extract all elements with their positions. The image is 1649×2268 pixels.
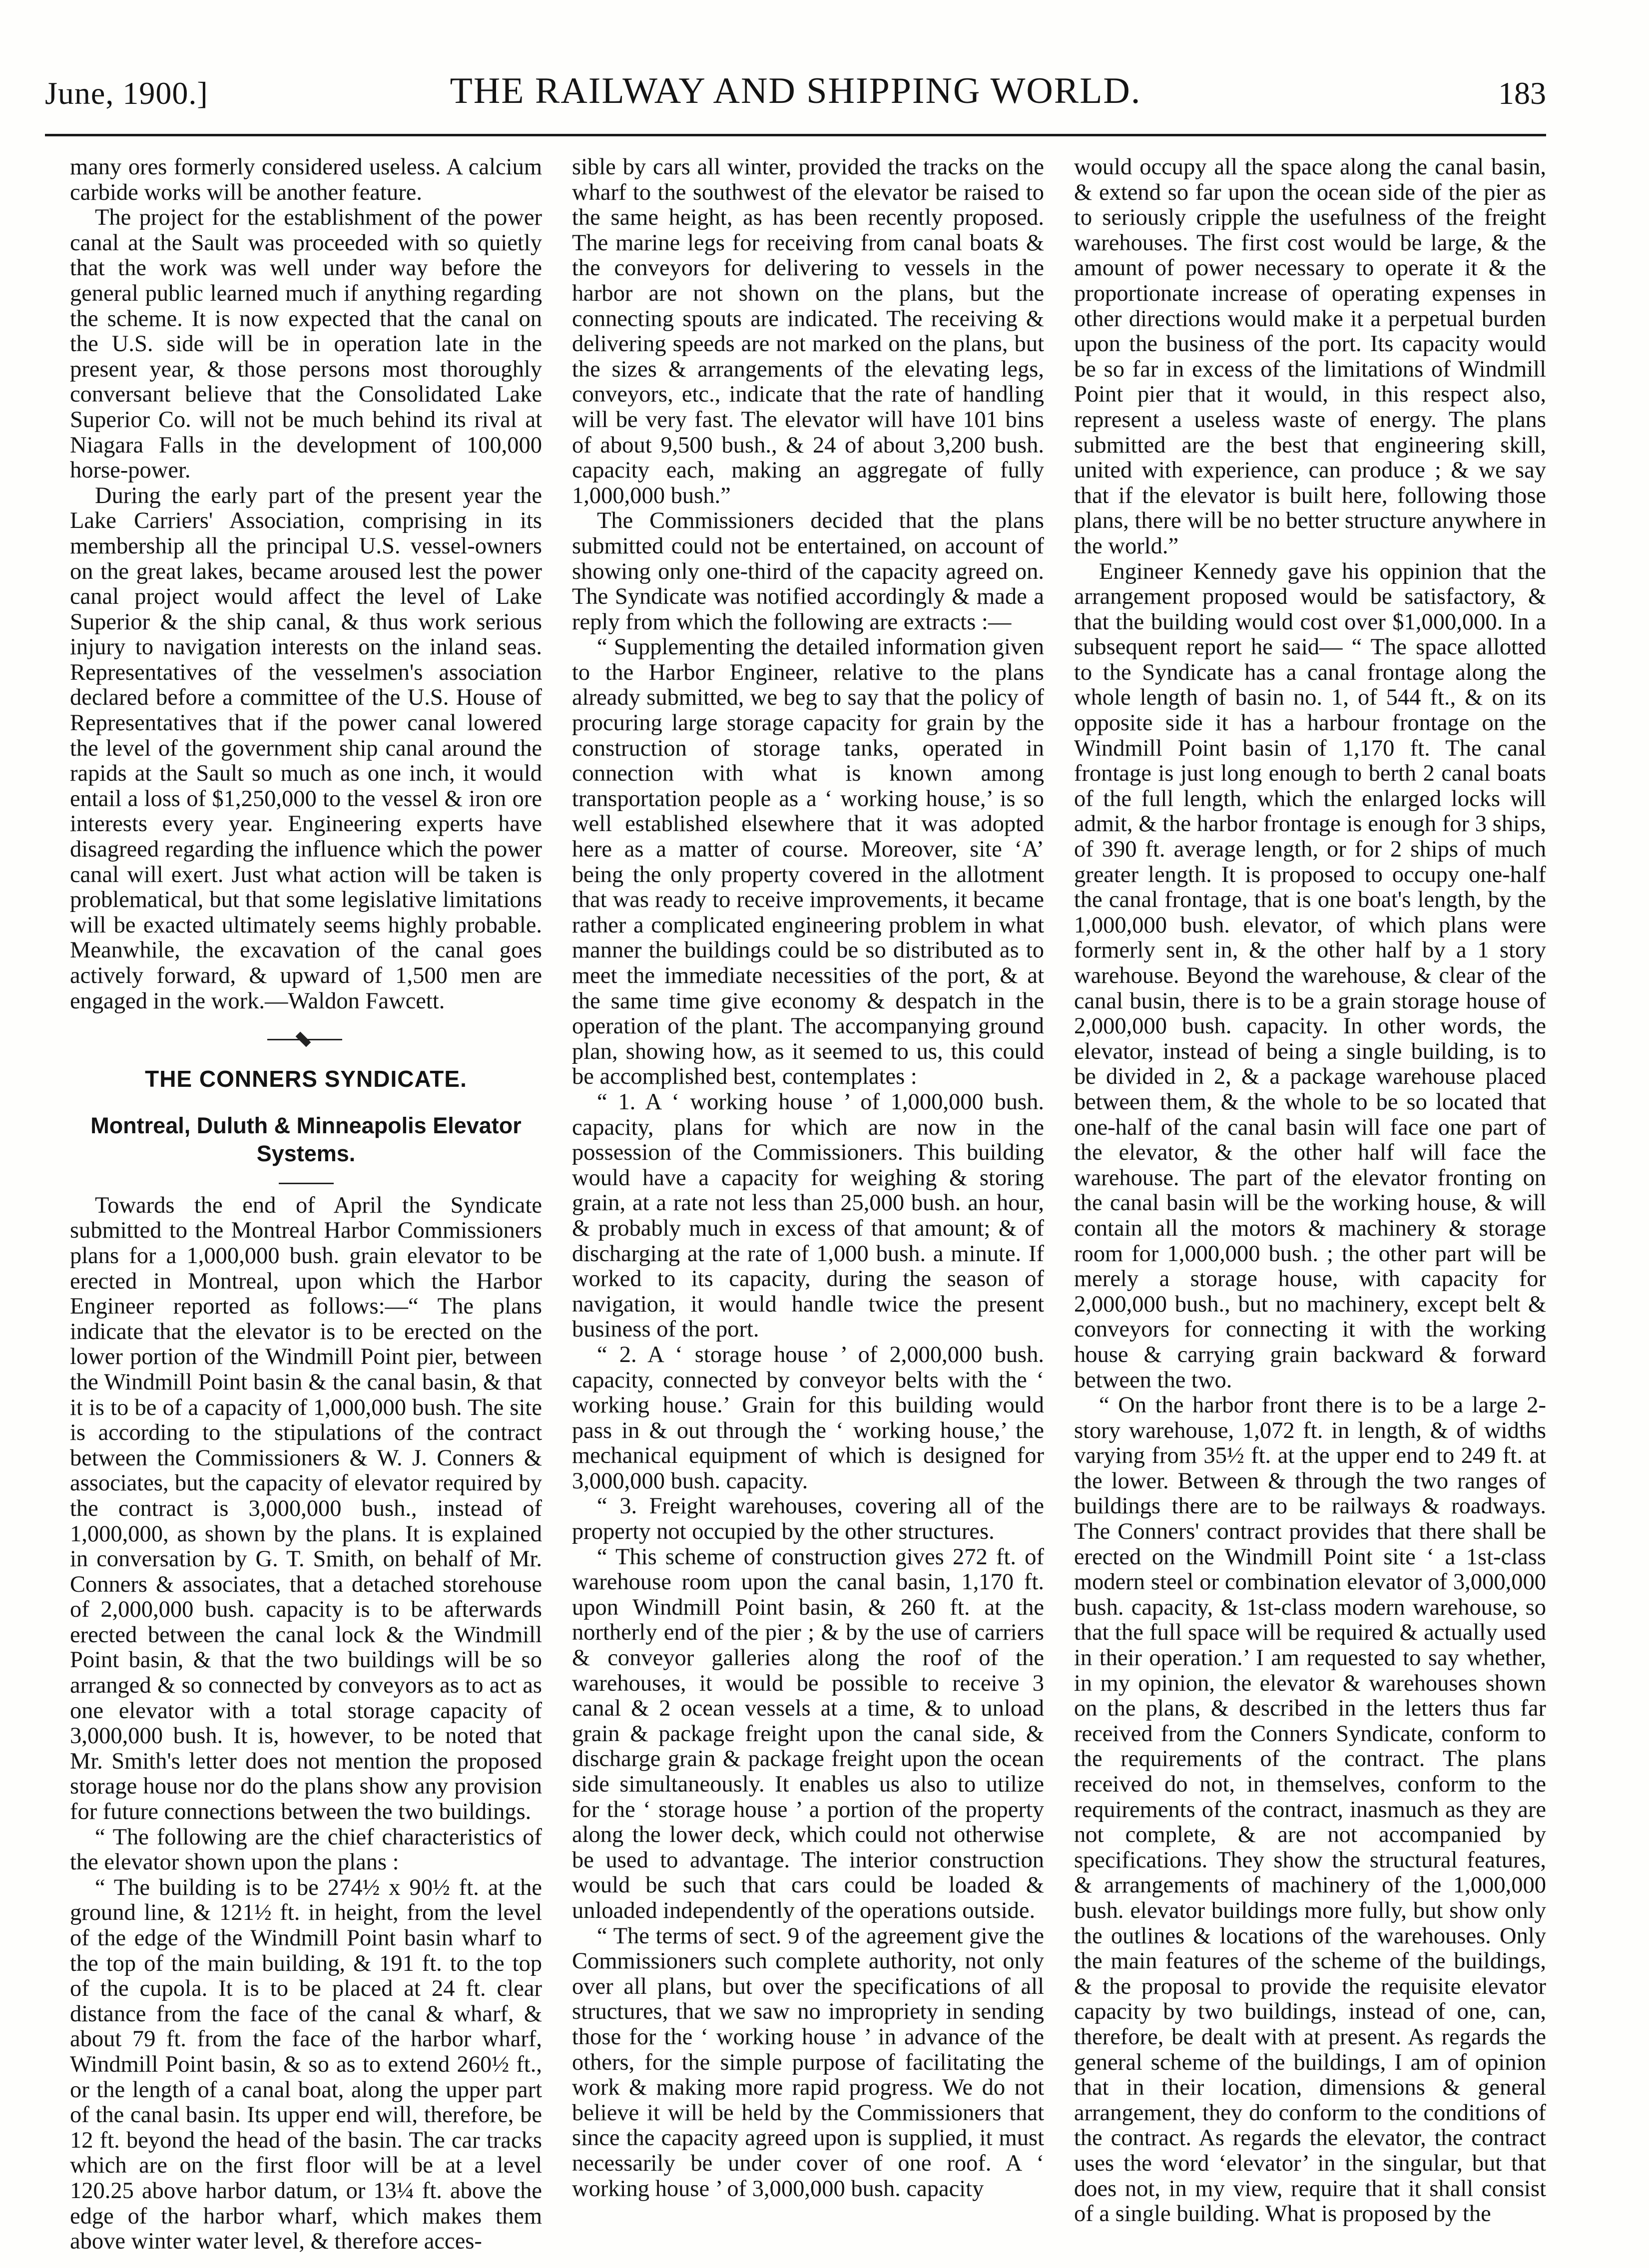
header-rule bbox=[45, 134, 1546, 136]
section-separator bbox=[70, 1014, 542, 1064]
column-2 bbox=[572, 155, 1044, 2202]
paragraph: “ 1. A ‘ working house ’ of 1,000,000 bush. capacity, plans for which are now in the possession of the Commissioners. This building would have a capacity for weighing & storing grain, at a rate not less than 25,000 bush. an hour, & probably much in excess of that amount; & of discharging at the rate of 1,000 bush. a minute. If worked to its capacity, during the season of navigation, it would handle twice the present business of the port. bbox=[572, 1089, 1044, 1343]
paragraph: “ The following are the chief characteristics of the elevator shown upon the plans : bbox=[70, 1824, 542, 1875]
paragraph: “ This scheme of construction gives 272 ft. of warehouse room upon the canal basin, 1,170 ft. upon Windmill Point basin, & 260 ft. at the northerly end of the pier ; & by the use of carriers & conveyor galleries along the roof of the warehouses, it would be possible to receive 3 canal & 2 ocean vessels at a time, & to unload grain & package freight upon the canal side, & discharge grain & package freight upon the ocean side simultaneously. It enables us also to utilize for the ‘ storage house ’ a portion of the property along the lower deck, which could not otherwise be used to advantage. The interior construction would be such that cars could be loaded & unloaded independently of the operations outside. bbox=[572, 1544, 1044, 1923]
paragraph: “ The terms of sect. 9 of the agreement give the Commissioners such complete authority, not only over all plans, but over the specifications of all structures, that we saw no impropriety in sending those for the ‘ working house ’ in advance of the others, for the simple purpose of facilitating the work & making more rapid progress. We do not believe it will be held by the Commissioners that since the capacity agreed upon is supplied, it must necessarily be under cover of one roof. A ‘ working house ’ of 3,000,000 bush. capacity bbox=[572, 1923, 1044, 2202]
paragraph: Towards the end of April the Syndicate submitted to the Montreal Harbor Commissioners plans for a 1,000,000 bush. grain elevator to be erected in Montreal, upon which the Harbor Engineer reported as follows:—“ The plans indicate that the elevator is to be erected on the lower portion of the Windmill Point pier, between the Windmill Point basin & the canal basin, & that it is to be of a capacity of 1,000,000 bush. The site is according to the stipulations of the contract between the Commissioners & W. J. Conners & associates, but the capacity of elevator required by the contract is 3,000,000 bush., instead of 1,000,000, as shown by the plans. It is explained in conversation by G. T. Smith, on behalf of Mr. Conners & associates, that a detached storehouse of 2,000,000 bush. capacity is to be afterwards erected between the canal lock & the Windmill Point basin, & that the two buildings will be so arranged & so connected by conveyors as to act as one elevator with a total storage capacity of 3,000,000 bush. It is, however, to be noted that Mr. Smith's letter does not mention the proposed storage house nor do the plans show any provision for future connections between the two buildings. bbox=[70, 1192, 542, 1825]
article-title: THE CONNERS SYNDICATE. bbox=[145, 1066, 467, 1092]
paragraph: many ores formerly considered useless. A calcium carbide works will be another feature. bbox=[70, 154, 542, 205]
article-subtitle: Montreal, Duluth & Minneapolis Elevator Systems. bbox=[90, 1112, 522, 1166]
paragraph: “ On the harbor front there is to be a large 2-story warehouse, 1,072 ft. in length, & of widths varying from 35½ ft. at the upper end to 249 ft. at the lower. Between & through the two ranges of buildings there are to be railways & roadways. The Conners' contract provides that there shall be erected on the Windmill Point site ‘ a 1st-class modern steel or combination elevator of 3,000,000 bush. capacity, & 1st-class modern warehouse, so that the full space will be required & actually used in their operation.’ I am requested to say whether, in my opinion, the elevator & warehouses shown on the plans, & described in the letters thus far received from the Conners Syndicate, conform to the requirements of the contract. The plans received do not, in themselves, conform to the requirements of the contract, inasmuch as they are not complete, & are not accompanied by specifications. They show the structural features, & arrangements of machinery of the 1,000,000 bush. elevator buildings more fully, but show only the outlines & locations of the warehouses. Only the main features of the scheme of the buildings, & the proposal to provide the requisite elevator capacity by two buildings, instead of one, can, therefore, be dealt with at present. As regards the general scheme of the buildings, I am of opinion that in their location, dimensions & general arrangement, they do conform to the conditions of the contract. As regards the elevator, the contract uses the word ‘elevator’ in the singular, but that does not, in my view, require that it shall consist of a single building. What is proposed by the bbox=[1074, 1392, 1546, 2227]
paragraph: would occupy all the space along the canal basin, & extend so far upon the ocean side of the pier as to seriously cripple the usefulness of the freight warehouses. The first cost would be large, & the amount of power necessary to operate it & the proportionate increase of operating expenses in other directions would make it a perpetual burden upon the business of the port. Its capacity would be so far in excess of the limitations of Windmill Point pier that it would, in this respect also, represent a useless waste of energy. The plans submitted are the best that engineering skill, united with experience, can produce ; & we say that if the elevator is built here, following those plans, there will be no better structure anywhere in the world.” bbox=[1074, 154, 1546, 559]
paragraph: Engineer Kennedy gave his oppinion that the arrangement proposed would be satisfactory, & that the building would cost over $1,000,000. In a subsequent report he said— “ The space allotted to the Syndicate has a canal frontage along the whole length of basin no. 1, of 544 ft., & on its opposite side it has a harbour frontage on the Windmill Point basin of 1,170 ft. The canal frontage is just long enough to berth 2 canal boats of the full length, which the enlarged locks will admit, & the harbor frontage is enough for 3 ships, of 390 ft. average length, or for 2 ships of much greater length. It is proposed to occupy one-half the canal frontage, that is one boat's length, by the 1,000,000 bush. elevator, of which plans were formerly sent in, & the other half by a 1 story warehouse. Beyond the warehouse, & clear of the canal busin, there is to be a grain storage house of 2,000,000 bush. capacity. In other words, the elevator, instead of being a single building, is to be divided in 2, & a package warehouse placed between them, & the whole to be so located that one-half of the canal basin will face one part of the elevator, & the other half will face the warehouse. The part of the elevator fronting on the canal basin will be the working house, & will contain all the motors & machinery & storage room for 1,000,000 bush. ; the other part will be merely a storage house, with capacity for 2,000,000 bush., but no machinery, except belt & conveyors for connecting it with the working house & carrying grain backward & forward between the two. bbox=[1074, 558, 1546, 1393]
column-3 bbox=[1074, 155, 1546, 2227]
page-number: 183 bbox=[1498, 75, 1546, 111]
paragraph: “ The building is to be 274½ x 90½ ft. at the ground line, & 121½ ft. in height, from the level of the edge of the Windmill Point basin wharf to the top of the main building, & 191 ft. to the top of the cupola. It is to be placed at 24 ft. clear distance from the face of the canal & wharf, & about 79 ft. from the face of the harbor wharf, Windmill Point basin, & so as to extend 260½ ft., or the length of a canal boat, along the upper part of the canal basin. Its upper end will, therefore, be 12 ft. beyond the head of the basin. The car tracks which are on the first floor will be at a level 120.25 above harbor datum, or 13¼ ft. above the edge of the harbor wharf, which makes them above winter water level, & therefore acces- bbox=[70, 1874, 542, 2255]
paragraph: sible by cars all winter, provided the tracks on the wharf to the southwest of the elevator be raised to the same height, as has been recently proposed. The marine legs for receiving from canal boats & the conveyors for delivering to vessels in the harbor are not shown on the plans, but the connecting spouts are indicated. The receiving & delivering speeds are not marked on the plans, but the sizes & arrangements of the elevating legs, conveyors, etc., indicate that the rate of handling will be very fast. The elevator will have 101 bins of about 9,500 bush., & 24 of about 3,200 bush. capacity each, making an aggregate of fully 1,000,000 bush.” bbox=[572, 154, 1044, 508]
issue-date: June, 1900.] bbox=[45, 75, 208, 111]
paragraph: The Commissioners decided that the plans submitted could not be entertained, on account of showing only one-third of the capacity agreed on. The Syndicate was notified accordingly & made a reply from which the following are extracts :— bbox=[572, 508, 1044, 635]
paragraph: “ 2. A ‘ storage house ’ of 2,000,000 bush. capacity, connected by conveyor belts with the ‘ working house.’ Grain for this building would pass in & out through the ‘ working house,’ the mechanical equipment of which is designed for 3,000,000 bush. capacity. bbox=[572, 1342, 1044, 1494]
subtitle-rule bbox=[279, 1183, 334, 1184]
paragraph: During the early part of the present year the Lake Carriers' Association, comprising in its membership all the principal U.S. vessel-owners on the great lakes, became aroused lest the power canal project would affect the level of Lake Superior & the ship canal, & thus work serious injury to navigation interests on the inland seas. Representatives of the vesselmen's association declared before a committee of the U.S. House of Representatives that if the power canal lowered the level of the government ship canal around the rapids at the Sault so much as one inch, it would entail a loss of $1,250,000 to the vessel & iron ore interests every year. Engineering experts have disagreed regarding the influence which the power canal will exert. Just what action will be taken is problematical, but that some legislative limitations will be exacted ultimately seems highly probable. Meanwhile, the excavation of the canal goes actively forward, & upward of 1,500 men are engaged in the work.—Waldon Fawcett. bbox=[70, 482, 542, 1014]
publication-title: THE RAILWAY AND SHIPPING WORLD. bbox=[450, 70, 1141, 111]
column-1 bbox=[70, 155, 542, 2255]
page-header bbox=[45, 70, 1546, 125]
paragraph: The project for the establishment of the power canal at the Sault was proceeded with so quietly that the work was well under way before the general public learned much if anything regarding the scheme. It is now expected that the canal on the U.S. side will be in operation late in the present year, & those persons most thoroughly conversant believe that the Consolidated Lake Superior Co. will not be much behind its rival at Niagara Falls in the development of 100,000 horse-power. bbox=[70, 205, 542, 483]
paragraph: “ 3. Freight warehouses, covering all of the property not occupied by the other structures. bbox=[572, 1493, 1044, 1545]
paragraph: “ Supplementing the detailed information given to the Harbor Engineer, relative to the plans already submitted, we beg to say that the policy of procuring large storage capacity for grain by the construction of storage tanks, operated in connection with what is known among transportation people as a ‘ working house,’ is so well established elsewhere that it was adopted here as a matter of course. Moreover, site ‘A’ being the only property covered in the allotment that was ready to receive improvements, it became rather a complicated engineering problem in what manner the buildings could be so distributed as to meet the immediate necessities of the port, & at the same time give economy & despatch in the operation of the plant. The accompanying ground plan, showing how, as it seemed to us, this could be accomplished best, contemplates : bbox=[572, 634, 1044, 1090]
